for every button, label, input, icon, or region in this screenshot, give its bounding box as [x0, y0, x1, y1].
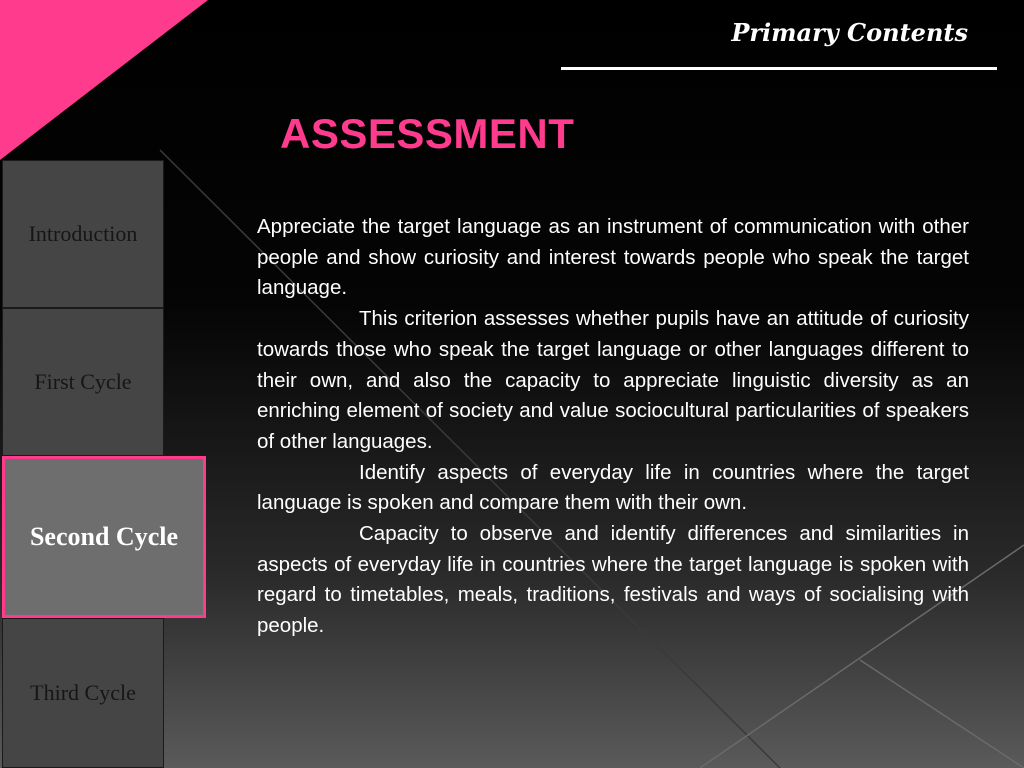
nav-item-introduction[interactable]: Introduction — [2, 160, 164, 308]
header-title: Primary Contents — [731, 18, 968, 47]
paragraph: Appreciate the target language as an instrument of communication with other people and show curiosity and interest towards people who speak the target language. — [257, 215, 969, 300]
paragraph: This criterion assesses whether pupils have an attitude of curiosity towards those who speak the target language or other languages different to their own, and also the capacity to appreciate linguistic diversity as an enriching element of society and value sociocultural particularities of speakers of other languages. — [257, 307, 969, 453]
paragraph: Capacity to observe and identify differences and similarities in aspects of everyday life in countries where the target language is spoken with regard to timetables, meals, traditions, festivals and ways of socialising with people. — [257, 522, 969, 638]
section-nav — [0, 160, 179, 768]
paragraph: Identify aspects of everyday life in countries where the target language is spoken and compare them with their own. — [257, 460, 969, 515]
page-title: ASSESSMENT — [280, 110, 575, 157]
nav-item-third-cycle[interactable]: Third Cycle — [2, 618, 164, 768]
nav-item-second-cycle[interactable]: Second Cycle — [2, 456, 206, 618]
assessment-body — [257, 212, 969, 642]
header-divider — [561, 67, 997, 70]
corner-accent-triangle — [0, 0, 208, 160]
nav-item-first-cycle[interactable]: First Cycle — [2, 308, 164, 456]
diagonal-line — [860, 660, 1024, 768]
